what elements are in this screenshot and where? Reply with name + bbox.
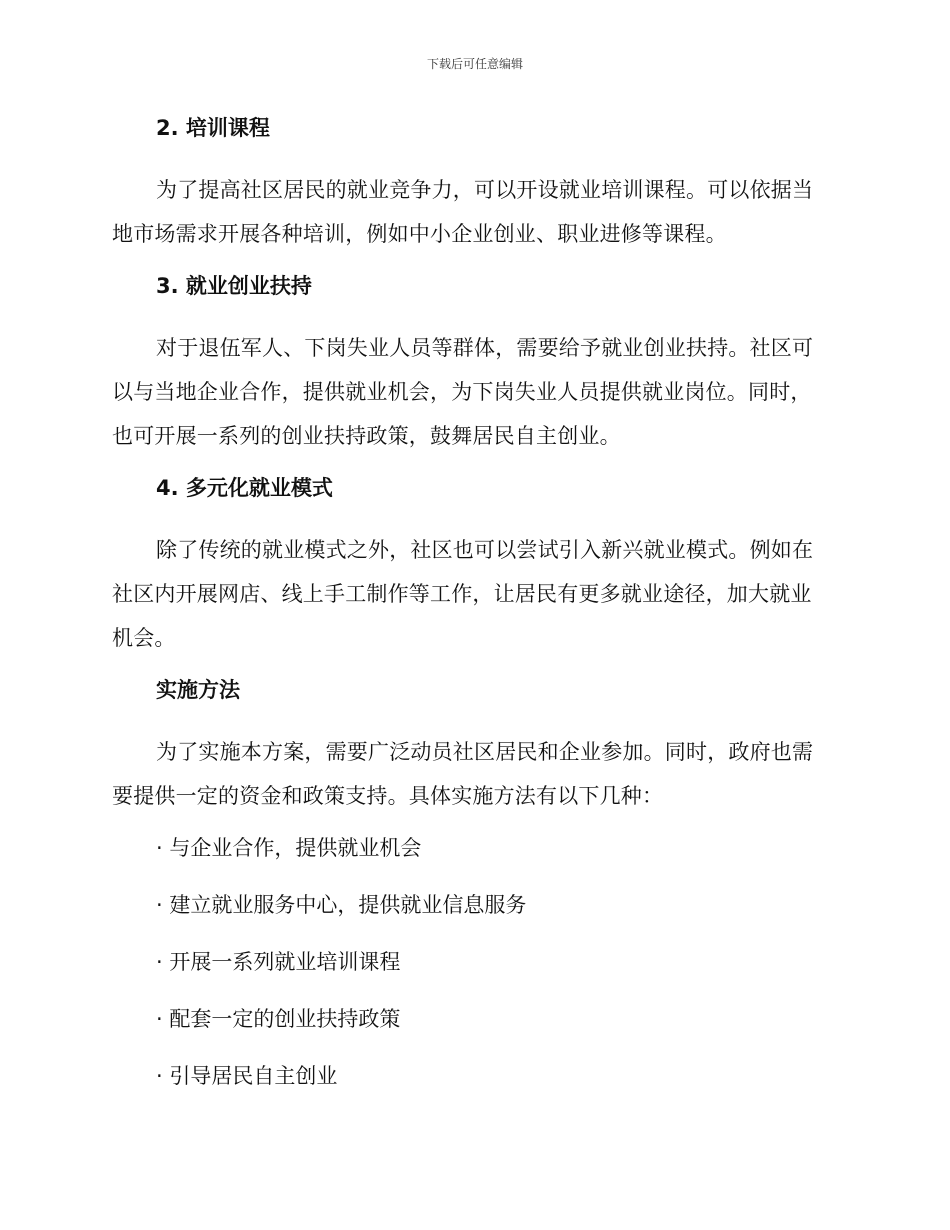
- list-item: · 配套一定的创业扶持政策: [156, 1007, 401, 1031]
- section-heading-implementation: 实施方法: [156, 678, 240, 702]
- section-paragraph-support: 对于退伍军人、下岗失业人员等群体，需要给予就业创业扶持。社区可以与当地企业合作，提供就业机会，为下岗失业人员提供就业岗位。同时，也可开展一系列的创业扶持政策，鼓舞居民自主创业。: [112, 336, 814, 448]
- section-paragraph-diverse-modes: 除了传统的就业模式之外，社区也可以尝试引入新兴就业模式。例如在社区内开展网店、线上手工制作等工作，让居民有更多就业途径，加大就业机会。: [112, 538, 814, 650]
- list-item: · 建立就业服务中心，提供就业信息服务: [156, 893, 527, 917]
- section-paragraph-implementation: 为了实施本方案，需要广泛动员社区居民和企业参加。同时，政府也需要提供一定的资金和政策支持。具体实施方法有以下几种：: [112, 740, 814, 808]
- document-body: [112, 112, 832, 1117]
- header-note: 下载后可任意编辑: [426, 57, 523, 71]
- section-heading-support: 3. 就业创业扶持: [156, 274, 312, 298]
- section-heading-diverse-modes: 4. 多元化就业模式: [156, 476, 333, 500]
- list-item: · 引导居民自主创业: [156, 1064, 338, 1088]
- list-item: · 开展一系列就业培训课程: [156, 950, 401, 974]
- section-paragraph-training: 为了提高社区居民的就业竞争力，可以开设就业培训课程。可以依据当地市场需求开展各种培训，例如中小企业创业、职业进修等课程。: [112, 178, 814, 246]
- list-item: · 与企业合作，提供就业机会: [156, 836, 422, 860]
- section-heading-training: 2. 培训课程: [156, 116, 270, 140]
